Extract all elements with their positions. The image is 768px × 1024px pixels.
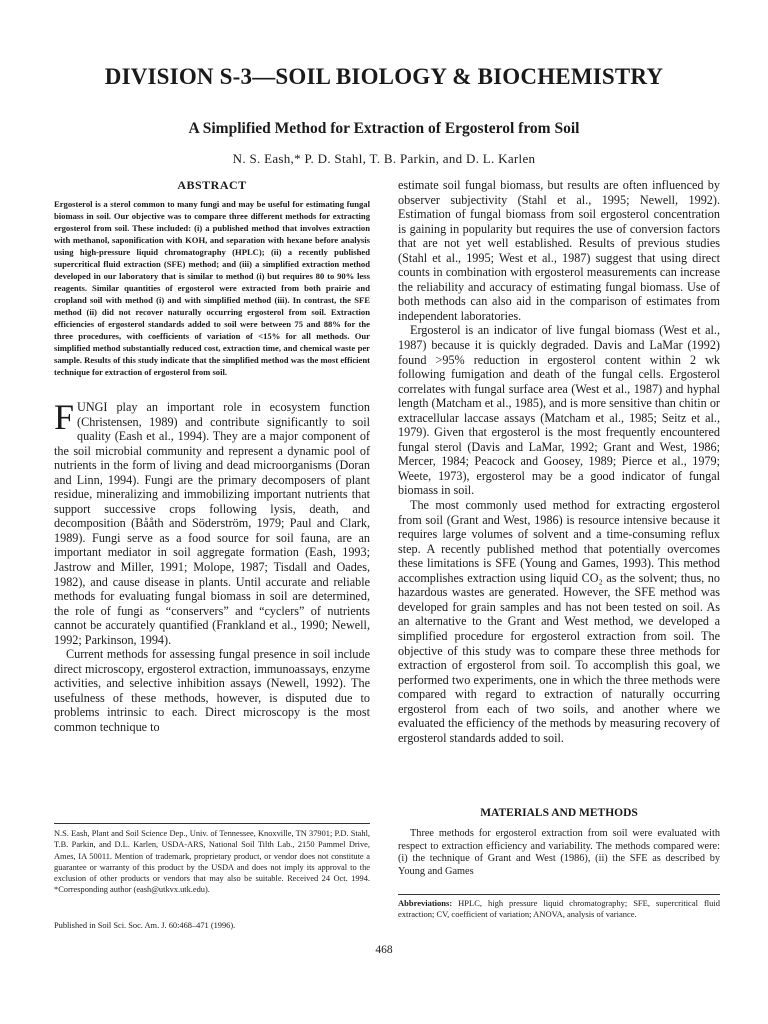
- intro-paragraph-1-text: UNGI play an important role in ecosystem function (Christensen, 1989) and contribute significantly to soil quality (Eash et al., 1994). They are a major component of the soil microbial community and represent a dynamic pool of nutrients in the form of living and dead microorganisms (Doran and Linn, 1994). Fungi are the primary decomposers of plant residue, mineralizing and immobilizing important nutrients that support successive crops following lysis, death, and decomposition (Bååth and Söderström, 1979; Paul and Clark, 1989). Fungi serve as a food source for soil fauna, are an important mediator in soil aggregate formation (Eash, 1993; Jastrow and Miller, 1991; Molope, 1987; Tisdall and Oades, 1982), and cause disease in plants. Until accurate and reliable methods for evaluating fungal biomass in soil are determined, the role of fungi as “conservers” and “cyclers” of nutrients cannot be accurately quantified (Frankland et al., 1990; Newell, 1992; Parkinson, 1994).: [54, 400, 370, 647]
- abstract-heading: ABSTRACT: [177, 178, 247, 192]
- introduction: [54, 397, 370, 735]
- abbreviations-label: Abbreviations:: [398, 898, 453, 908]
- abbreviations-note: [398, 898, 720, 920]
- right-paragraph-2: Ergosterol is an indicator of live fungal biomass (West et al., 1987) because it is quickly degraded. Davis and LaMar (1992) found >95% reduction in ergosterol content within 2 wk following fumigation and death of the fungal cells. Ergosterol correlates with fungal surface area (West et al., 1987) and hyphal length (Matcham et al., 1985), and is more sensitive than chitin or extracellular laccase assays (Matcham et al., 1985; Seitz et al., 1979). Given that ergosterol is the most frequently encountered fungal sterol (Davis and LaMar, 1992; Grant and West, 1986; Mercer, 1984; Peacock and Goosey, 1989; Pierce et al., 1979; Weete, 1973), ergosterol may be a good indicator of fungal biomass in soil.: [398, 323, 720, 498]
- drop-cap: F: [54, 397, 75, 437]
- footnote-divider: [54, 823, 370, 824]
- intro-paragraph-2: Current methods for assessing fungal presence in soil include direct microscopy, ergosterol extraction, immunoassays, enzyme activities, and selective inhibition assays (Newell, 1992). The usefulness of these methods, however, is disputed due to problems intrinsic to each. Direct microscopy is the most common technique to: [54, 647, 370, 735]
- publication-note: Published in Soil Sci. Soc. Am. J. 60:468–471 (1996).: [54, 921, 236, 930]
- right-paragraph-1: estimate soil fungal biomass, but results are often influenced by observer subjectivity (Stahl et al., 1995; Newell, 1992). Estimation of fungal biomass from soil ergosterol concentration is gaining in popularity but requires the use of conversion factors that are not yet well established. Results of previous studies (Stahl et al., 1995; West et al., 1987) suggest that using direct counts in combination with ergosterol measurements can increase the reliability and accuracy of estimating fungal biomass. Use of both methods can also aid in the comparison of estimates from independent laboratories.: [398, 178, 720, 323]
- division-heading: DIVISION S-3—SOIL BIOLOGY & BIOCHEMISTRY: [104, 64, 664, 89]
- article-title: A Simplified Method for Extraction of Ergosterol from Soil: [188, 120, 580, 137]
- author-list: N. S. Eash,* P. D. Stahl, T. B. Parkin, and D. L. Karlen: [232, 151, 536, 166]
- right-paragraph-3: The most commonly used method for extracting ergosterol from soil (Grant and West, 1986) is resource intensive because it requires large volumes of solvent and a time-consuming reflux step. A recently published method that potentially overcomes these limitations is SFE (Young and Games, 1993). This method accomplishes extraction using liquid CO₂ as the solvent; thus, no hazardous wastes are generated. However, the SFE method was developed for grain samples and has not been tested on soil. As an alternative to the Grant and West method, we developed a simplified procedure for ergosterol extraction from soil. The objective of this study was to compare these three methods for extraction of ergosterol from soil. To accomplish this goal, we performed two experiments, one in which the three methods were compared with regard to extraction of naturally occurring ergosterol from each of two soils, and another where we evaluated the efficiency of the methods by measuring recovery of ergosterol standards added to soil.: [398, 498, 720, 745]
- author-footnote: N.S. Eash, Plant and Soil Science Dep., Univ. of Tennessee, Knoxville, TN 37901; P.D. Stahl, T.B. Parkin, and D.L. Karlen, USDA-ARS, National Soil Tilth Lab., 2150 Pammel Drive, Ames, IA 50011. Mention of trademark, proprietary product, or vendor does not constitute a guarantee or warranty of this product by the USDA and does not imply its approval to the exclusion of other products or vendors that may also be suitable. Received 24 Oct. 1994. *Corresponding author (eash@utkvx.utk.edu).: [54, 829, 370, 895]
- methods-heading: MATERIALS AND METHODS: [480, 807, 638, 819]
- abstract-text: Ergosterol is a sterol common to many fungi and may be useful for estimating fungal biomass in soil. Our objective was to compare three different methods for extracting ergosterol from soil. These included: (i) a published method that involves extraction with methanol, saponification with KOH, and separation with hexane before analysis using high-pressure liquid chromatography (HPLC); (ii) a recently published supercritical fluid extraction (SFE) method; and (iii) a simplified extraction method developed in our laboratory that is similar to method (i) but requires 80 to 90% less reagents. Similar quantities of ergosterol were extracted from both prairie and cropland soil with method (i) and with simplified method (iii). In contrast, the SFE method (ii) did not recover naturally occurring ergosterol from soil. Extraction efficiencies of ergosterol standards added to soil were between 75 and 88% for the three procedures, with coefficients of variation of <15% for all methods. Our simplified method substantially reduced cost, extraction time, and chemical waste per sample. Results of this study indicate that the simplified method was the most efficient technique for extraction of ergosterol from soil.: [54, 199, 370, 377]
- abbreviations-text: HPLC, high pressure liquid chromatography; SFE, supercritical fluid extraction; CV, coefficient of variation; ANOVA, analysis of variance.: [398, 898, 720, 919]
- intro-paragraph-1: [54, 397, 370, 647]
- methods-text: Three methods for ergosterol extraction from soil were evaluated with respect to extraction efficiency and variability. The methods compared were: (i) the technique of Grant and West (1986), (ii) the SFE as described by Young and Games: [398, 828, 720, 877]
- right-column: [398, 178, 720, 745]
- abbreviations-divider: [398, 894, 720, 895]
- left-column: [54, 178, 370, 735]
- page-number: 468: [375, 944, 393, 956]
